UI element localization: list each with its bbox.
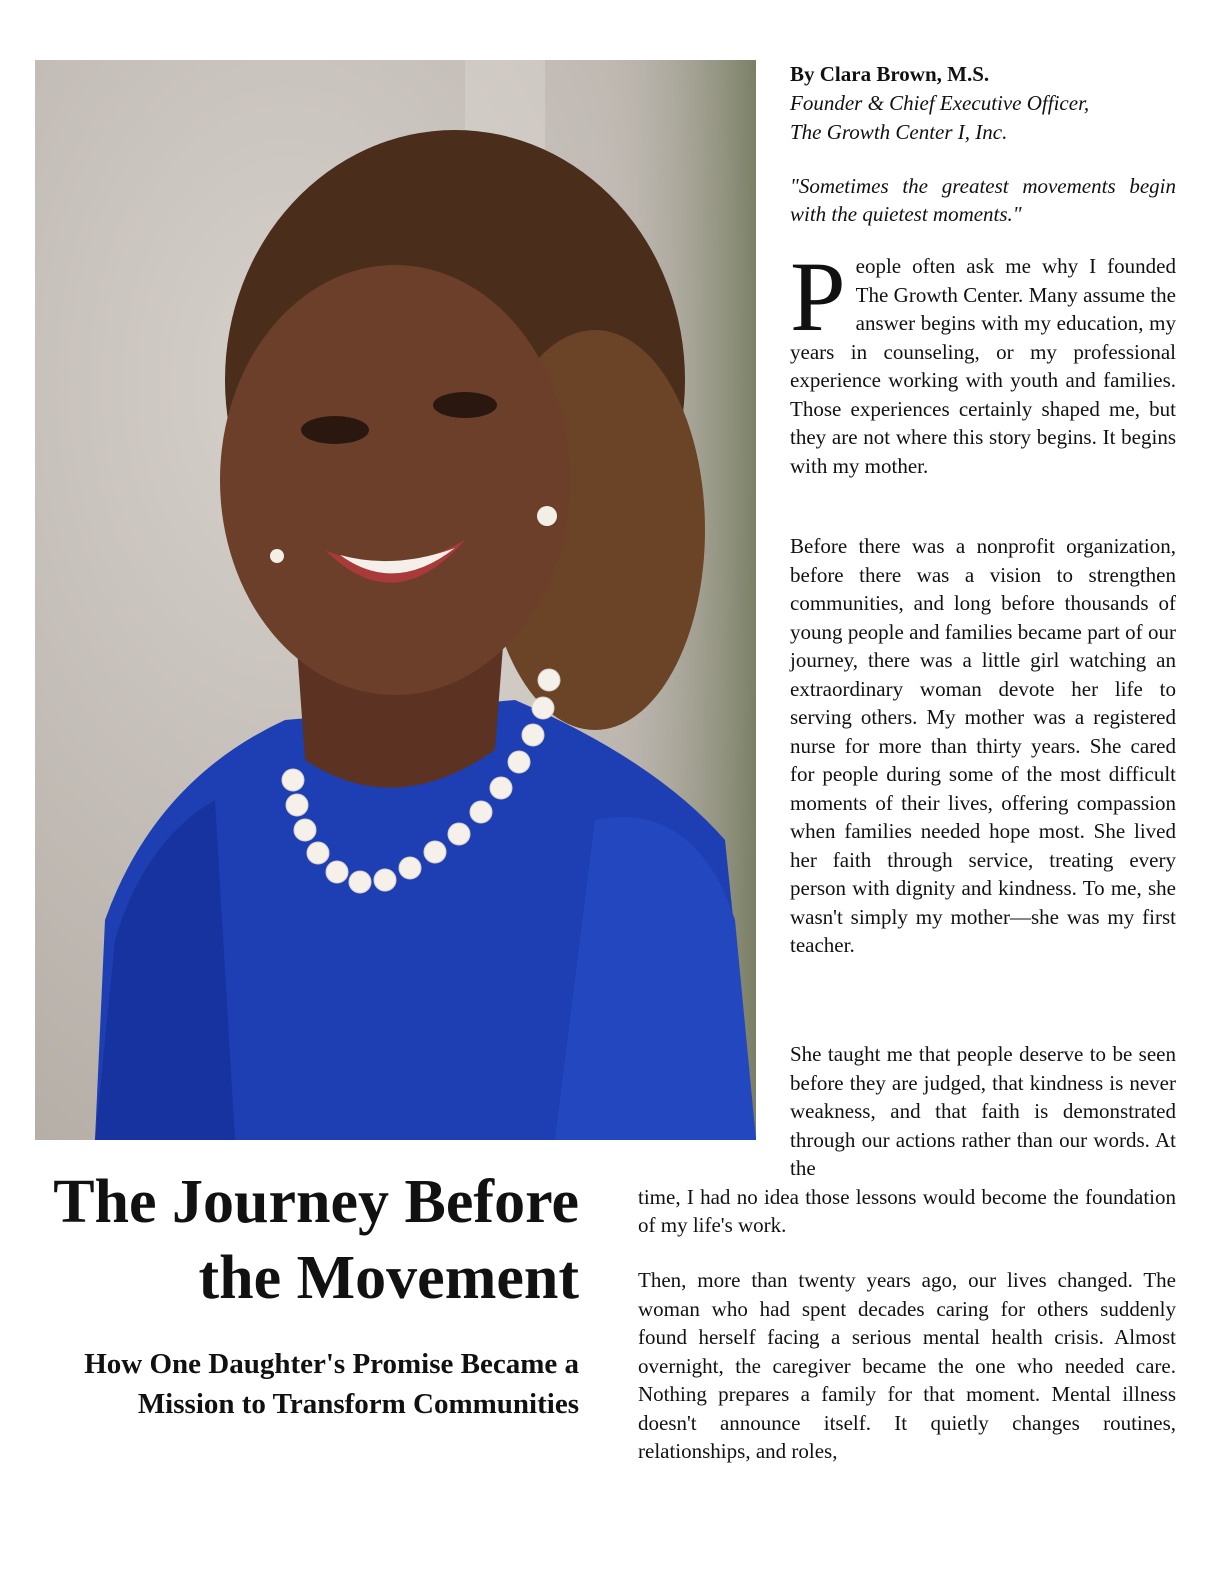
author-name: By Clara Brown, M.S. xyxy=(790,62,990,86)
drop-cap: P xyxy=(790,241,846,352)
portrait-illustration xyxy=(35,60,756,1140)
author-title: Founder & Chief Executive Officer, xyxy=(790,91,1090,115)
byline xyxy=(790,60,1176,147)
paragraph-1-text: eople often ask me why I founded The Growth Center. Many assume the answer begins with my education, my years in counseling, or my professional experience working with youth and families. Those experiences certainly shaped me, but they are not where this story begins. It begins with my mother. xyxy=(790,254,1176,478)
article-paragraph-2: Before there was a nonprofit organization, before there was a vision to strengthen communities, and long before thousands of young people and families became part of our journey, there was a little girl watching an extraordinary woman devote her life to serving others. My mother was a registered nurse for more than thirty years. She cared for people during some of the most difficult moments of their lives, offering compassion when families needed hope most. She lived her faith through service, treating every person with dignity and kindness. To me, she wasn't simply my mother—she was my first teacher. xyxy=(790,534,1176,957)
pull-quote: "Sometimes the greatest movements begin with the quietest moments." xyxy=(790,174,1176,226)
article-paragraph-1 xyxy=(790,241,1176,480)
article-paragraph-4: Then, more than twenty years ago, our lives changed. The woman who had spent decades caring for others suddenly found herself facing a serious mental health crisis. Almost overnight, the caregiver became the one who needed care. Nothing prepares a family for that moment. Mental illness doesn't announce itself. It quietly changes routines, relationships, and roles, xyxy=(638,1268,1176,1463)
article-paragraph-3 xyxy=(638,1040,1176,1240)
paragraph-3-text-narrow: She taught me that people deserve to be seen before they are judged, that kindness is never weakness, and that faith is demonstrated through our actions rather than our words. At the xyxy=(790,1042,1176,1180)
paragraph-3-text-wide: time, I had no idea those lessons would become the foundation of my life's work. xyxy=(638,1184,1176,1237)
organization-name: The Growth Center I, Inc. xyxy=(790,120,1008,144)
author-portrait-photo xyxy=(35,60,756,1140)
headline-subtitle: How One Daughter's Promise Became a Mission to Transform Communities xyxy=(84,1348,579,1420)
headline-title: The Journey Before the Movement xyxy=(53,1168,579,1312)
